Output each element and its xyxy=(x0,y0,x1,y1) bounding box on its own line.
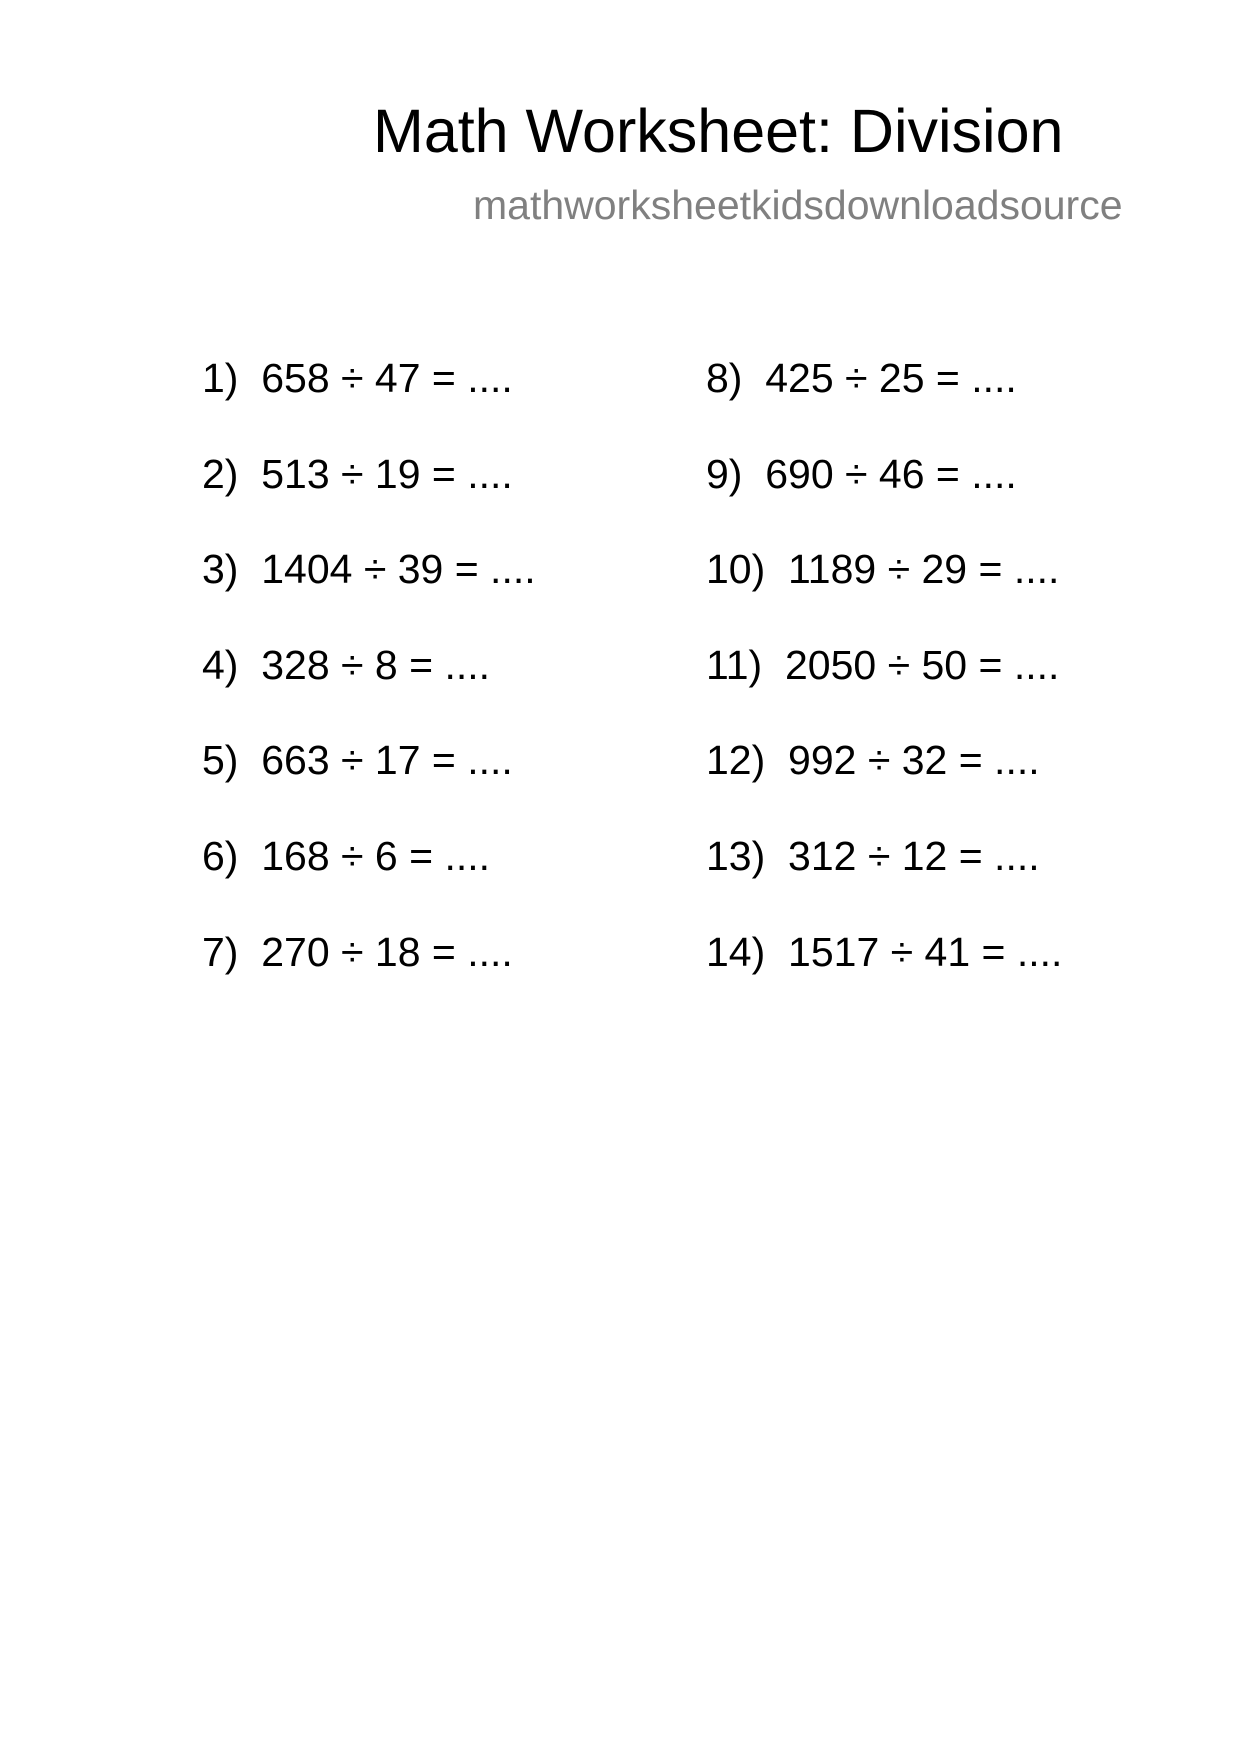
division-problem-11: 11) 2050 ÷ 50 = .... xyxy=(706,641,1060,688)
division-problem-1: 1) 658 ÷ 47 = .... xyxy=(202,355,513,401)
division-problem-3: 3) 1404 ÷ 39 = .... xyxy=(202,546,536,593)
worksheet-source: mathworksheetkidsdownloadsource xyxy=(473,182,1123,228)
division-problem-9: 9) 690 ÷ 46 = .... xyxy=(706,450,1017,497)
division-problem-12: 12) 992 ÷ 32 = .... xyxy=(706,737,1040,784)
division-problem-13: 13) 312 ÷ 12 = .... xyxy=(706,833,1040,879)
division-problem-7: 7) 270 ÷ 18 = .... xyxy=(202,928,513,975)
division-problem-2: 2) 513 ÷ 19 = .... xyxy=(202,450,513,497)
worksheet-title: Math Worksheet: Division xyxy=(373,97,1064,165)
division-problem-6: 6) 168 ÷ 6 = .... xyxy=(202,833,491,879)
division-problem-8: 8) 425 ÷ 25 = .... xyxy=(706,355,1017,401)
division-problem-14: 14) 1517 ÷ 41 = .... xyxy=(706,928,1063,975)
division-problem-10: 10) 1189 ÷ 29 = .... xyxy=(706,546,1060,593)
division-problem-4: 4) 328 ÷ 8 = .... xyxy=(202,641,491,688)
division-problem-5: 5) 663 ÷ 17 = .... xyxy=(202,737,513,784)
